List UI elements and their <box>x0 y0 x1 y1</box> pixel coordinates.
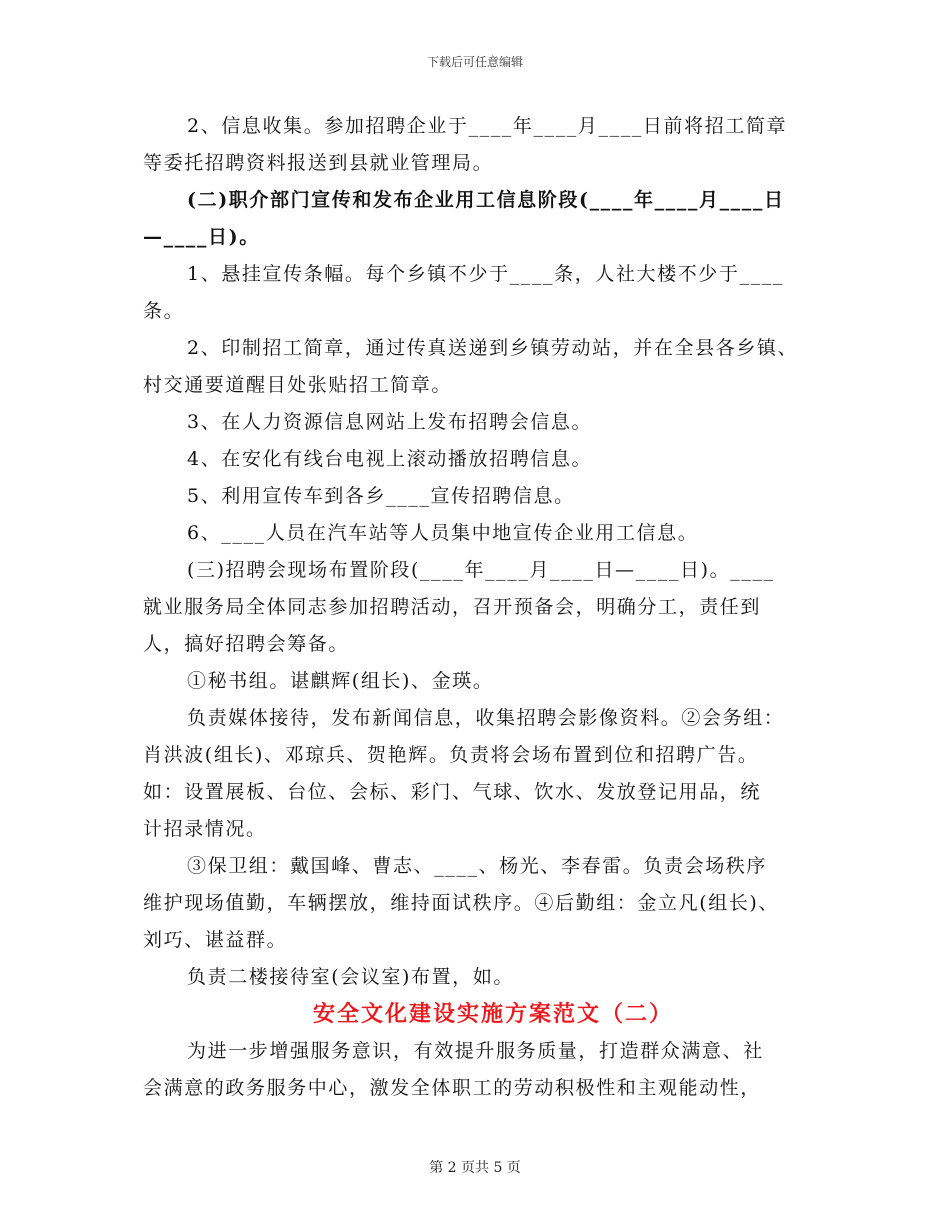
text-line: 肖洪波(组长)、邓琼兵、贺艳辉。负责将会场布置到位和招聘广告。 <box>143 744 759 766</box>
page-header: 下载后可任意编辑 <box>426 55 523 69</box>
document-body <box>143 108 823 1107</box>
text-line: 人，搞好招聘会筹备。 <box>143 633 350 655</box>
text-line: 计招录情况。 <box>143 818 267 840</box>
text-line: 4、在安化有线台电视上滚动播放招聘信息。 <box>187 448 593 470</box>
text-line: 维护现场值勤，车辆摆放，维持面试秩序。④后勤组：金立凡(组长)、 <box>143 892 780 914</box>
paragraph-lines-tail <box>143 1033 823 1107</box>
text-line: (三)招聘会现场布置阶段(____年____月____日—____日)。____ <box>187 559 775 581</box>
text-line: 如：设置展板、台位、会标、彩门、气球、饮水、发放登记用品，统 <box>143 781 762 803</box>
text-line: 5、利用宣传车到各乡____宣传招聘信息。 <box>187 485 575 507</box>
text-line: 2、信息收集。参加招聘企业于____年____月____日前将招工简章 <box>187 115 788 137</box>
text-line: 3、在人力资源信息网站上发布招聘会信息。 <box>187 411 593 433</box>
text-line: 就业服务局全体同志参加招聘活动，召开预备会，明确分工，责任到 <box>143 596 762 618</box>
text-line: 2、印制招工简章，通过传真送递到乡镇劳动站，并在全县各乡镇、 <box>187 337 799 359</box>
text-line: ①秘书组。谌麒辉(组长)、金瑛。 <box>187 670 494 692</box>
text-line: 等委托招聘资料报送到县就业管理局。 <box>143 152 494 174</box>
text-line: 会满意的政务服务中心，激发全体职工的劳动积极性和主观能动性， <box>143 1077 762 1099</box>
text-line: —____日)。 <box>143 226 260 248</box>
text-line: 条。 <box>143 300 185 322</box>
text-line: 负责二楼接待室(会议室)布置，如。 <box>187 966 515 988</box>
text-line: 6、____人员在汽车站等人员集中地宣传企业用工信息。 <box>187 522 699 544</box>
text-line: ③保卫组：戴国峰、曹志、____、杨光、李春雷。负责会场秩序 <box>187 855 768 877</box>
text-line: (二)职介部门宣传和发布企业用工信息阶段(____年____月____日 <box>187 189 785 211</box>
text-line: 村交通要道醒目处张贴招工简章。 <box>143 374 453 396</box>
paragraph-lines <box>143 108 823 996</box>
section-title: 安全文化建设实施方案范文（二） <box>312 1001 673 1027</box>
text-line: 1、悬挂宣传条幅。每个乡镇不少于____条，人社大楼不少于____ <box>187 263 784 285</box>
text-line: 刘巧、谌益群。 <box>143 929 288 951</box>
page-footer: 第 2 页共 5 页 <box>429 1160 521 1176</box>
text-line: 负责媒体接待，发布新闻信息，收集招聘会影像资料。②会务组： <box>187 707 785 729</box>
text-line: 为进一步增强服务意识，有效提升服务质量，打造群众满意、社 <box>187 1040 764 1062</box>
